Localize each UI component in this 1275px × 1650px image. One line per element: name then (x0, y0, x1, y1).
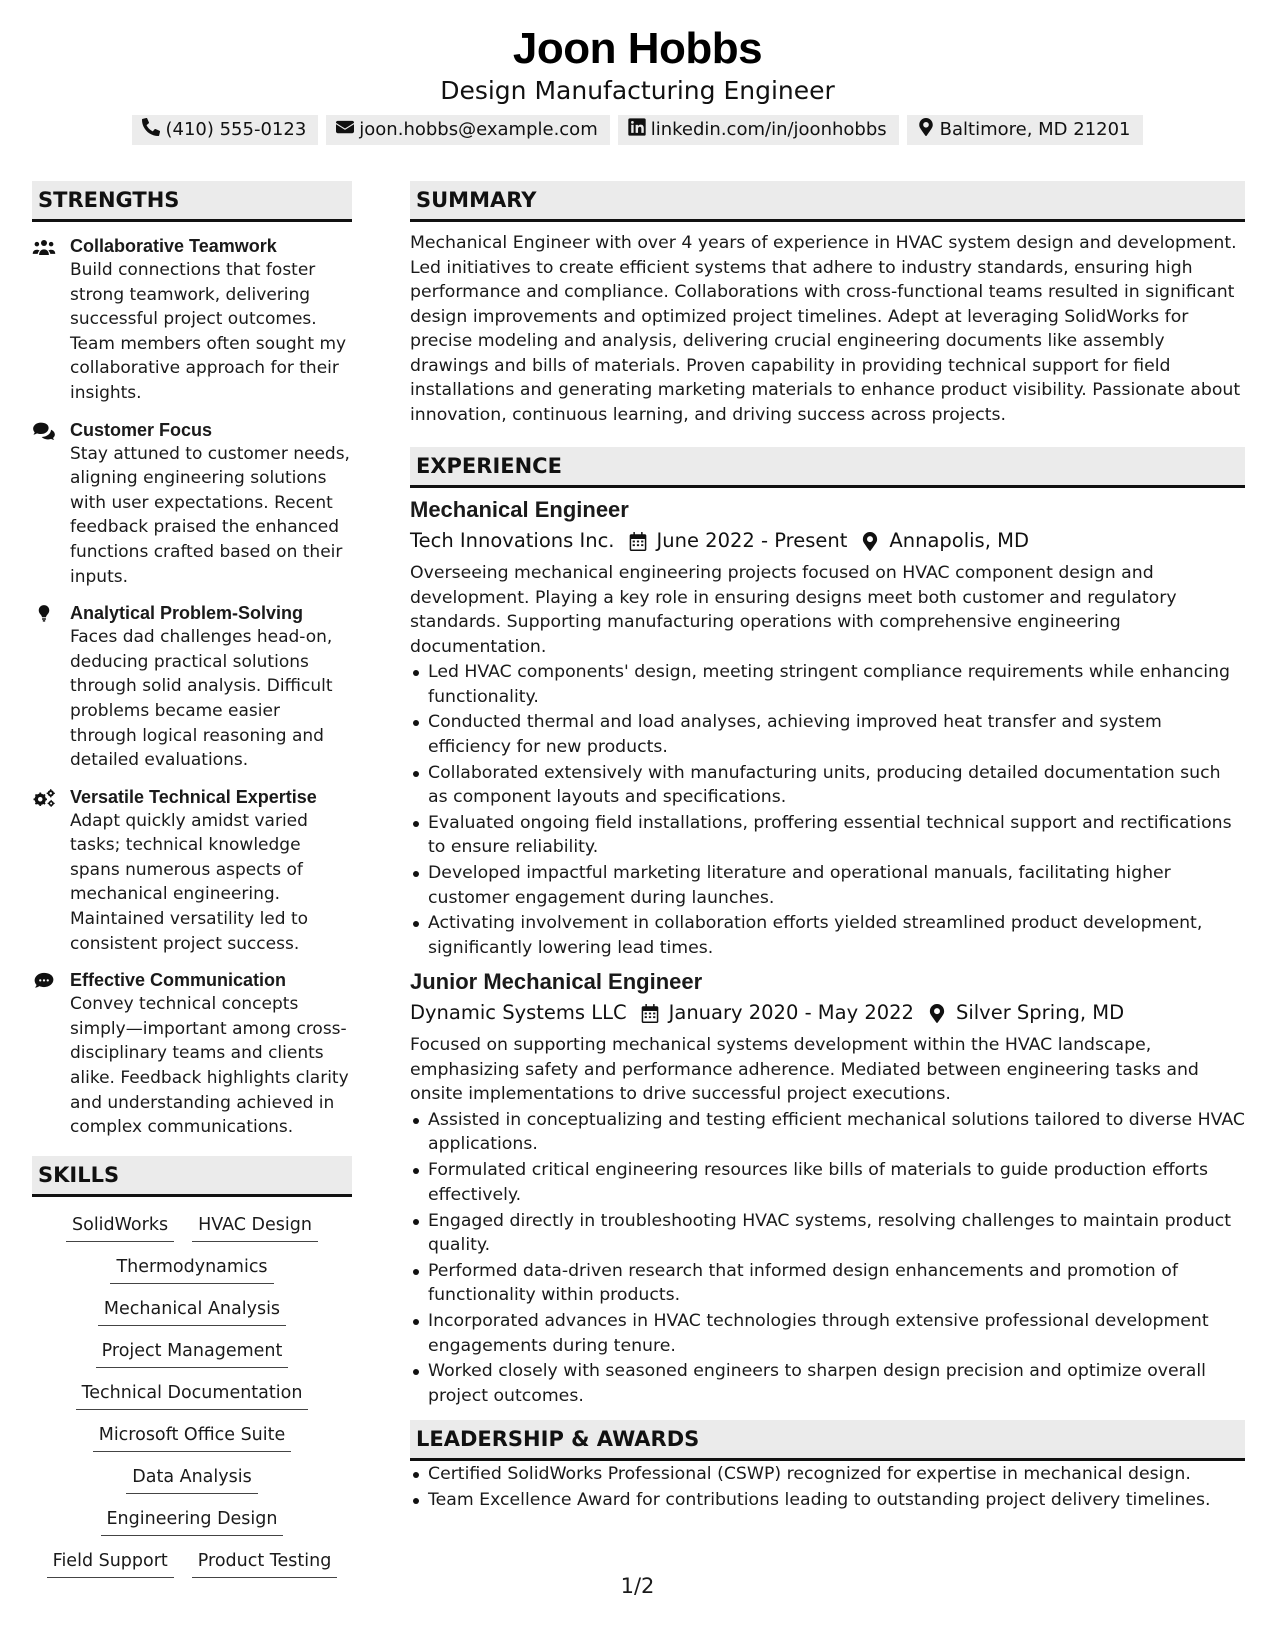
candidate-role: Design Manufacturing Engineer (440, 76, 835, 105)
bullet-item: Engaged directly in troubleshooting HVAC systems, resolving challenges to maintain product quality. (410, 1209, 1245, 1258)
cogs-icon (32, 785, 70, 957)
strength-title: Effective Communication (70, 970, 287, 991)
contact-location (907, 115, 1143, 145)
users-icon (32, 234, 70, 406)
candidate-name: Joon Hobbs (512, 24, 763, 73)
contact-bar (0, 115, 1275, 145)
bullet-item: Worked closely with seasoned engineers to sharpen design precision and optimize overall project outcomes. (410, 1359, 1245, 1408)
skill-tag: SolidWorks (66, 1211, 174, 1242)
comments-icon (32, 418, 70, 590)
strength-title: Collaborative Teamwork (70, 236, 277, 256)
bullet-item: Led HVAC components' design, meeting stringent compliance requirements while enhancing functionality. (410, 660, 1245, 709)
phone-icon (142, 118, 160, 142)
contact-location-text: Baltimore, MD 21201 (939, 119, 1131, 140)
strength-desc: Faces dad challenges head-on, deducing practical solutions through solid analysis. Difficult problems became easier through logical reasoning and detailed evaluations. (70, 627, 333, 771)
job-company: Tech Innovations Inc. (410, 529, 615, 552)
skill-tag: Product Testing (192, 1547, 338, 1578)
strengths-list (32, 234, 352, 1156)
resume-header (0, 0, 1275, 145)
right-column (410, 181, 1245, 1514)
strength-desc: Adapt quickly amidst varied tasks; technical knowledge spans numerous aspects of mechanical engineering. Maintained versatility led to consistent project success. (70, 810, 309, 954)
skill-tag: Project Management (96, 1337, 289, 1368)
bullet-item: Incorporated advances in HVAC technologies through extensive professional development engagements during tenure. (410, 1309, 1245, 1358)
strength-item (32, 418, 352, 590)
bullet-item: Performed data-driven research that informed design enhancements and promotion of functionality within products. (410, 1259, 1245, 1308)
page-number: 1/2 (620, 1574, 655, 1598)
skills-heading: SKILLS (32, 1156, 352, 1197)
skill-tag: Engineering Design (101, 1505, 284, 1536)
map-pin-icon (917, 118, 935, 142)
contact-linkedin-text: linkedin.com/in/joonhobbs (650, 119, 887, 140)
bullet-item: Conducted thermal and load analyses, achieving improved heat transfer and system efficiency for new products. (410, 710, 1245, 759)
job-description: Focused on supporting mechanical systems development within the HVAC landscape, emphasizing safety and performance adherence. Mediated between engineering tasks and onsite implementations to drive successful project executions. (410, 1035, 1199, 1105)
award-item: Team Excellence Award for contributions leading to outstanding project delivery timelines. (410, 1488, 1245, 1513)
experience-heading: EXPERIENCE (410, 447, 1245, 488)
skill-tag: HVAC Design (192, 1211, 318, 1242)
calendar-icon (641, 1004, 659, 1023)
bullet-item: Developed impactful marketing literature and operational manuals, facilitating higher customer engagement during launches. (410, 861, 1245, 910)
job-bullets (410, 1108, 1245, 1408)
calendar-icon (629, 532, 647, 551)
left-column (32, 181, 352, 1578)
skill-tag: Thermodynamics (110, 1253, 273, 1284)
job-entry (410, 968, 1245, 1408)
job-location: Silver Spring, MD (955, 1001, 1125, 1025)
skill-tag: Mechanical Analysis (98, 1295, 286, 1326)
award-item: Certified SolidWorks Professional (CSWP) recognized for expertise in mechanical design. (410, 1462, 1245, 1487)
strength-title: Analytical Problem-Solving (70, 603, 304, 624)
job-meta (410, 999, 1245, 1027)
summary-heading: SUMMARY (410, 181, 1245, 222)
strength-title: Customer Focus (70, 419, 213, 440)
map-pin-icon (861, 532, 879, 551)
strength-title: Versatile Technical Expertise (70, 786, 317, 807)
strength-item (32, 234, 352, 406)
job-bullets (410, 660, 1245, 960)
awards-list (410, 1462, 1245, 1512)
lightbulb-icon (32, 601, 70, 773)
skills-list (32, 1197, 352, 1578)
skill-tag: Field Support (47, 1547, 174, 1578)
envelope-icon (336, 118, 354, 142)
bullet-item: Activating involvement in collaboration efforts yielded streamlined product development, significantly lowering lead times. (410, 911, 1245, 960)
job-title: Mechanical Engineer (410, 497, 629, 522)
strength-item (32, 785, 352, 957)
strength-item (32, 601, 352, 773)
bullet-item: Collaborated extensively with manufacturing units, producing detailed documentation such as component layouts and specifications. (410, 761, 1245, 810)
skill-tag: Technical Documentation (76, 1379, 309, 1410)
strength-desc: Build connections that foster strong teamwork, delivering successful project outcomes. Team members often sought my collaborative approach for their insights. (70, 260, 347, 403)
strength-desc: Stay attuned to customer needs, aligning engineering solutions with user expectations. Recent feedback praised the enhanced functions crafted based on their inputs. (70, 443, 350, 587)
contact-phone[interactable] (132, 115, 318, 145)
skill-tag: Microsoft Office Suite (93, 1421, 292, 1452)
job-description: Overseeing mechanical engineering projects focused on HVAC component design and development. Playing a key role in ensuring designs meet both customer and regulatory standards. Supporting manufacturing operations with comprehensive engineering documentation. (410, 563, 1177, 657)
bullet-item: Evaluated ongoing field installations, proffering essential technical support and rectifications to ensure reliability. (410, 811, 1245, 860)
job-entry (410, 496, 1245, 960)
skill-tag: Data Analysis (126, 1463, 257, 1494)
contact-email-text: joon.hobbs@example.com (359, 119, 598, 140)
strengths-heading: STRENGTHS (32, 181, 352, 222)
awards-heading: LEADERSHIP & AWARDS (410, 1420, 1245, 1461)
contact-phone-text: (410) 555-0123 (165, 119, 307, 140)
strength-desc: Convey technical concepts simply—important among cross-disciplinary teams and clients alike. Feedback highlights clarity and understanding achieved in complex communications. (70, 994, 349, 1138)
bullet-item: Assisted in conceptualizing and testing efficient mechanical solutions tailored to diverse HVAC applications. (410, 1108, 1245, 1157)
contact-linkedin[interactable] (618, 115, 899, 145)
map-pin-icon (928, 1004, 946, 1023)
job-company: Dynamic Systems LLC (410, 1001, 627, 1025)
strength-item (32, 968, 352, 1140)
job-meta (410, 527, 1245, 555)
job-location: Annapolis, MD (889, 529, 1029, 552)
contact-email[interactable] (326, 115, 609, 145)
linkedin-icon (628, 118, 646, 142)
bullet-item: Formulated critical engineering resources like bills of materials to guide production efforts effectively. (410, 1158, 1245, 1207)
job-dates: June 2022 - Present (656, 529, 848, 552)
comment-dots-icon (32, 968, 70, 1140)
summary-text: Mechanical Engineer with over 4 years of experience in HVAC system design and development. Led initiatives to create efficient systems that adhere to industry standards, ensuring high performance and compliance. Collaborations with cross-functional teams resulted in significant design improvements and optimized project timelines. Adept at leveraging SolidWorks for precise modeling and analysis, delivering crucial engineering documents like assembly drawings and bills of materials. Proven capability in providing technical support for field installations and generating marketing materials to enhance product visibility. Passionate about innovation, continuous learning, and driving success across projects. (410, 233, 1241, 425)
job-dates: January 2020 - May 2022 (668, 1001, 914, 1025)
job-title: Junior Mechanical Engineer (410, 969, 703, 995)
